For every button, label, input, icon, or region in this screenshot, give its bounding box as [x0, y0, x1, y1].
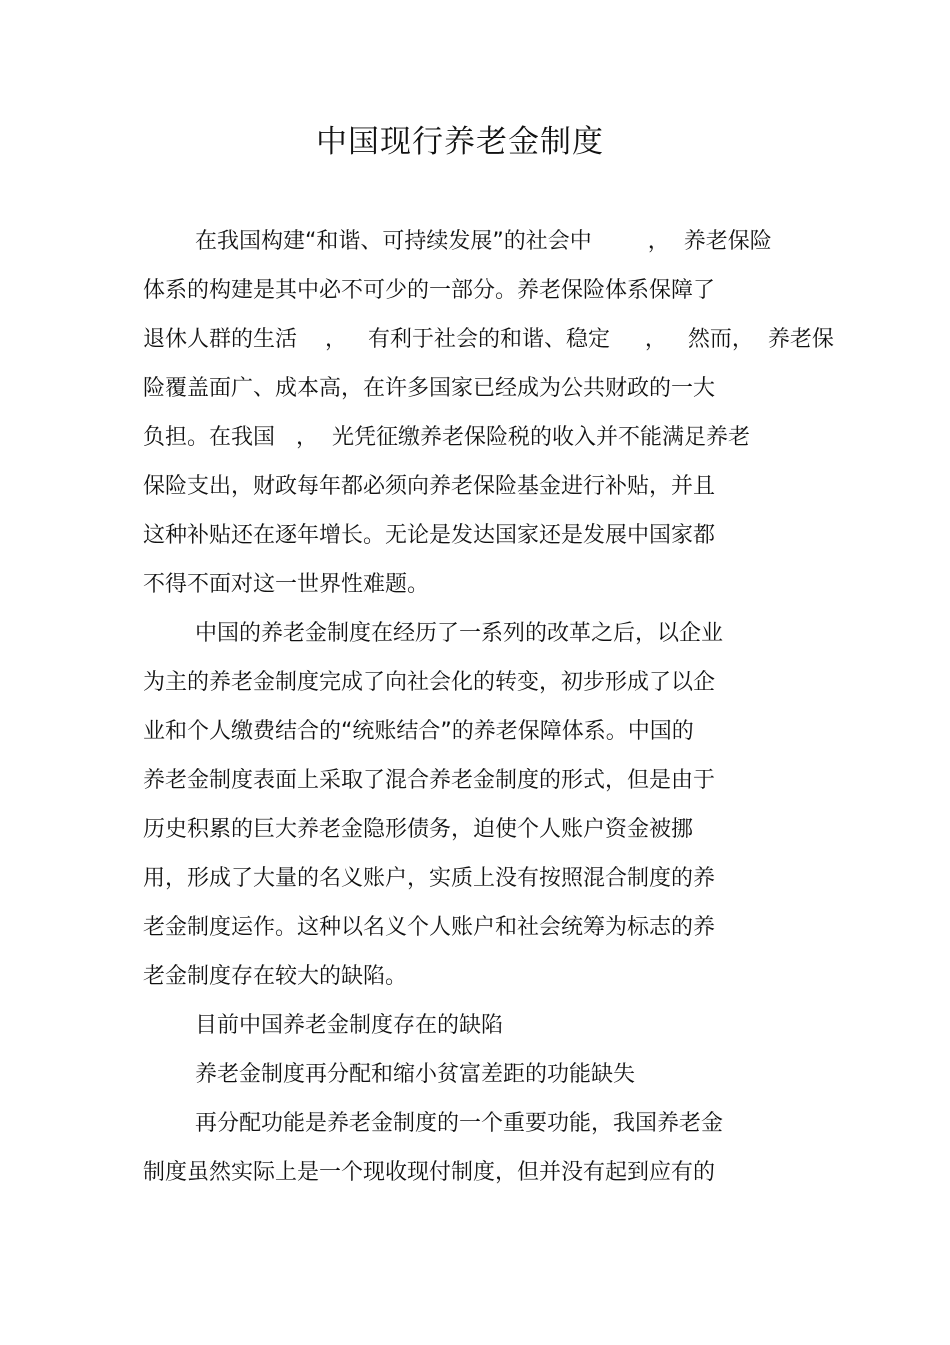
text-line: 再分配功能是养老金制度的一个重要功能，我国养老金 [195, 1111, 724, 1136]
text-line: 保险支出，财政每年都必须向养老保险基金进行补贴，并且 [143, 474, 716, 499]
text-line: 这种补贴还在逐年增长。无论是发达国家还是发展中国家都 [143, 523, 716, 548]
body-text [143, 217, 843, 1197]
text-line: 退休人群的生活 ， 有利于社会的和谐、稳定 ， 然而， 养老保 [143, 327, 834, 352]
text-line: 业和个人缴费结合的“统账结合”的养老保障体系。中国的 [143, 719, 694, 744]
text-line: 养老金制度表面上采取了混合养老金制度的形式，但是由于 [143, 768, 716, 793]
text-line: 老金制度存在较大的缺陷。 [143, 964, 408, 989]
page-title: 中国现行养老金制度 [316, 124, 604, 160]
text-line: 险覆盖面广、成本高，在许多国家已经成为公共财政的一大 [143, 376, 716, 401]
text-line: 制度虽然实际上是一个现收现付制度，但并没有起到应有的 [143, 1160, 716, 1185]
text-line: 用，形成了大量的名义账户，实质上没有按照混合制度的养 [143, 866, 716, 891]
text-line: 目前中国养老金制度存在的缺陷 [195, 1013, 504, 1038]
text-line: 中国的养老金制度在经历了一系列的改革之后，以企业 [195, 621, 724, 646]
text-line: 为主的养老金制度完成了向社会化的转变，初步形成了以企 [143, 670, 716, 695]
text-line: 不得不面对这一世界性难题。 [143, 572, 430, 597]
text-line: 体系的构建是其中必不可少的一部分。养老保险体系保障了 [143, 278, 716, 303]
text-line: 养老金制度再分配和缩小贫富差距的功能缺失 [195, 1062, 636, 1087]
text-line: 在我国构建“和谐、可持续发展”的社会中 ， 养老保险 [195, 229, 772, 254]
text-line: 负担。在我国 ， 光凭征缴养老保险税的收入并不能满足养老 [143, 425, 750, 450]
text-line: 历史积累的巨大养老金隐形债务，迫使个人账户资金被挪 [143, 817, 694, 842]
text-line: 老金制度运作。这种以名义个人账户和社会统筹为标志的养 [143, 915, 716, 940]
